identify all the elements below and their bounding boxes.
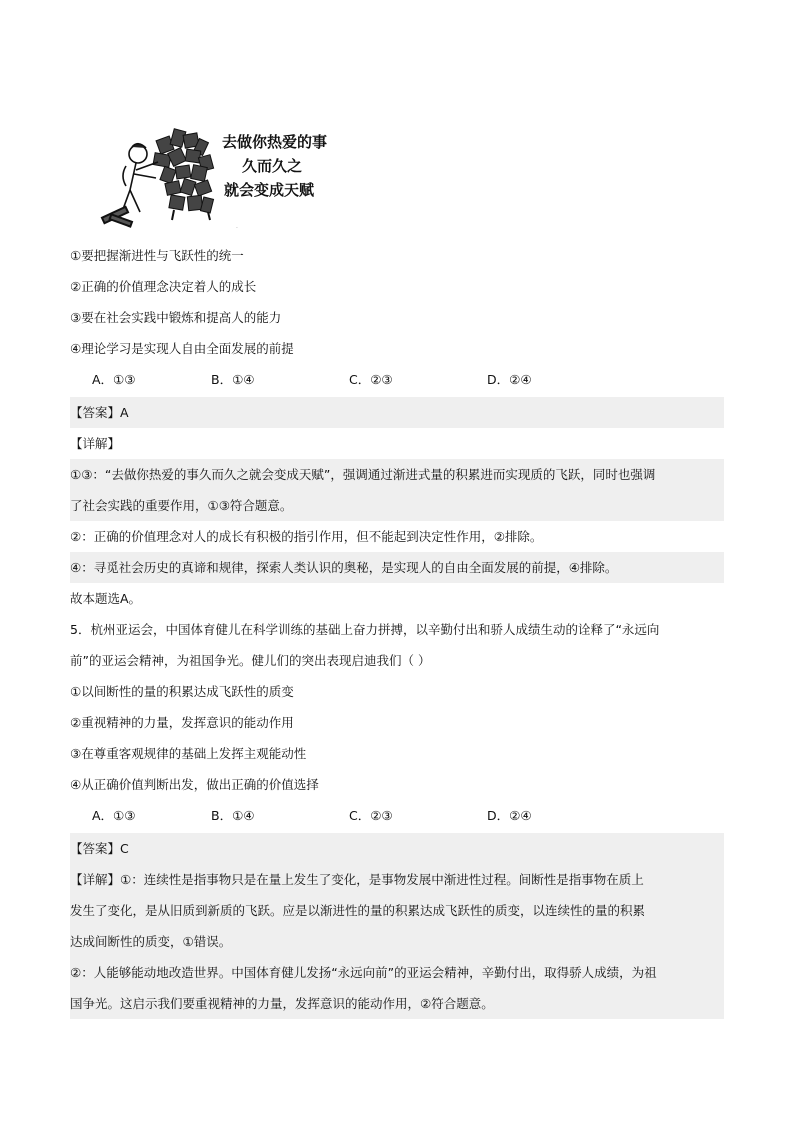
q5-option-b: B．①④ [211, 808, 255, 823]
q5-answer: 【答案】C [70, 833, 724, 864]
q4-option-a: A．①③ [92, 372, 136, 387]
q5-statement-2: ②重视精神的力量，发挥意识的能动作用 [70, 715, 294, 730]
q5-detail-line: 达成间断性的质变，①错误。 [70, 926, 724, 957]
q5-stem-line: 前”的亚运会精神，为祖国争光。健儿们的突出表现启迪我们（ ） [70, 653, 431, 668]
svg-text:·: · [236, 225, 238, 232]
q4-detail-line: ④：寻觅社会历史的真谛和规律，探索人类认识的奥秘，是实现人的自由全面发展的前提，④排除。 [70, 552, 724, 583]
cartoon-caption [222, 130, 328, 202]
q4-detail-line: ①③：“去做你热爱的事久而久之就会变成天赋”，强调通过渐进式量的积累进而实现质的飞跃，同时也强调 [70, 459, 724, 490]
q5-detail-line: ②：人能够能动地改造世界。中国体育健儿发扬“永远向前”的亚运会精神，辛勤付出，取得骄人成绩，为祖 [70, 957, 724, 988]
q4-statement-3: ③要在社会实践中锻炼和提高人的能力 [70, 310, 282, 325]
q5-option-d: D．②④ [487, 808, 532, 823]
q4-detail-line: 了社会实践的重要作用，①③符合题意。 [70, 490, 724, 521]
q5-statement-3: ③在尊重客观规律的基础上发挥主观能动性 [70, 746, 307, 761]
cartoon-illustration [96, 120, 328, 232]
q5-statement-1: ①以间断性的量的积累达成飞跃性的质变 [70, 684, 294, 699]
q4-answer: 【答案】A [70, 397, 724, 428]
cartoon-caption-line: 就会变成天赋 [224, 181, 315, 199]
q4-statement-4: ④理论学习是实现人自由全面发展的前提 [70, 341, 294, 356]
q4-detail-line: ②：正确的价值理念对人的成长有积极的指引作用，但不能起到决定性作用，②排除。 [70, 529, 543, 544]
q5-stem-line: 5．杭州亚运会，中国体育健儿在科学训练的基础上奋力拼搏，以辛勤付出和骄人成绩生动的诠释了“永远向 [70, 622, 660, 637]
q5-statement-4: ④从正确价值判断出发，做出正确的价值选择 [70, 777, 319, 792]
q4-options [92, 364, 692, 395]
q4-option-d: D．②④ [487, 372, 532, 387]
q4-detail-label: 【详解】 [70, 436, 121, 451]
q5-option-a: A．①③ [92, 808, 136, 823]
q5-option-c: C．②③ [349, 808, 393, 823]
q4-option-b: B．①④ [211, 372, 255, 387]
q4-option-c: C．②③ [349, 372, 393, 387]
q4-statement-1: ①要把握渐进性与飞跃性的统一 [70, 248, 244, 263]
q5-detail-line: 发生了变化，是从旧质到新质的飞跃。应是以渐进性的量的积累达成飞跃性的质变，以连续性的量的积累 [70, 895, 724, 926]
q4-statement-2: ②正确的价值理念决定着人的成长 [70, 279, 257, 294]
q4-conclusion: 故本题选A。 [70, 591, 142, 606]
q5-detail-line: 【详解】①：连续性是指事物只是在量上发生了变化，是事物发展中渐进性过程。间断性是指事物在质上 [70, 864, 724, 895]
cartoon-caption-line: 去做你热爱的事 [222, 133, 328, 151]
q5-detail-line: 国争光。这启示我们要重视精神的力量，发挥意识的能动作用，②符合题意。 [70, 988, 724, 1019]
cartoon-caption-line: 久而久之 [242, 157, 303, 175]
q5-options [92, 800, 692, 831]
